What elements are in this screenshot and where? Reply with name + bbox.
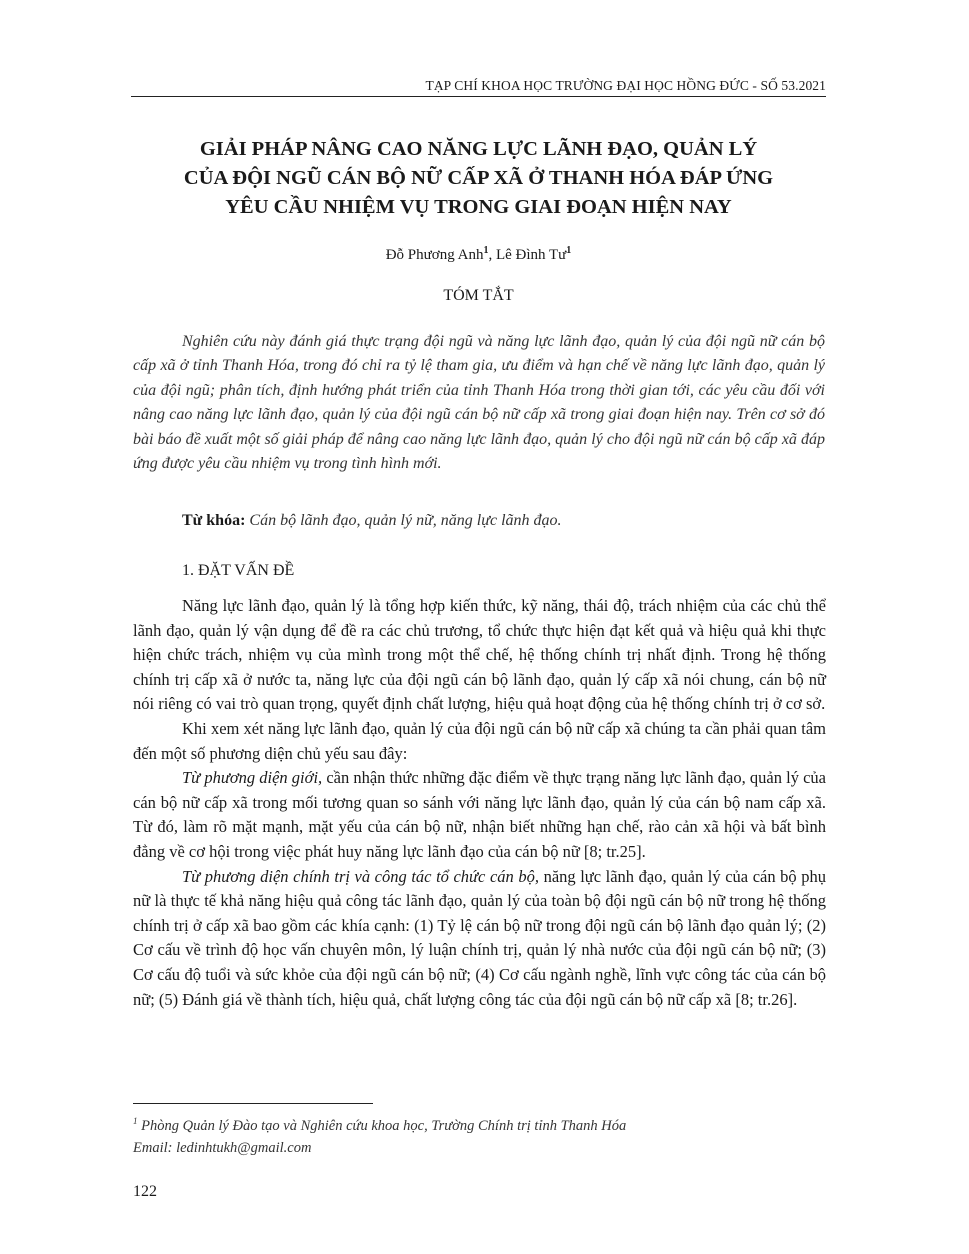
section-heading: 1. ĐẶT VẤN ĐỀ: [182, 562, 295, 579]
section-body: [133, 594, 826, 1012]
paragraph: Năng lực lãnh đạo, quản lý là tổng hợp kiến thức, kỹ năng, thái độ, trách nhiệm của các chủ thể lãnh đạo, quản lý vận dụng để đề ra các chủ trương, tổ chức thực hiện đạt kết quả và hiệu quả khi thực hiện chức trách, nhiệm vụ của mình trong một thể chế, hệ thống chính trị nhất định. Trong hệ thống chính trị cấp xã ở nước ta, năng lực của đội ngũ cán bộ lãnh đạo, quản lý cấp xã nói chung, cán bộ nữ nói riêng có vai trò quan trọng, quyết định chất lượng, hiệu quả hoạt động của hệ thống chính trị ở cơ sở.: [133, 596, 826, 714]
footnote-affiliation: [133, 1110, 626, 1137]
keywords: [182, 512, 822, 530]
keywords-text: Cán bộ lãnh đạo, quản lý nữ, năng lực lãnh đạo.: [249, 512, 562, 529]
author-separator: ,: [488, 247, 496, 263]
article-title: [131, 135, 826, 222]
keywords-label: Từ khóa:: [182, 512, 246, 529]
paragraph-text: cần nhận thức những đặc điểm về thực trạng năng lực lãnh đạo, quản lý của cán bộ nữ cấp xã trong mối tương quan so sánh với năng lực lãnh đạo, quản lý của cán bộ nam cấp xã. Từ đó, làm rõ mặt mạnh, mặt yếu của cán bộ nữ, nhận biết những hạn chế, rào cản xã hội và bất bình đẳng về cơ hội trong việc phát huy năng lực lãnh đạo của cán bộ nữ [8; tr.25].: [133, 768, 826, 861]
footnote-marker: 1: [133, 1116, 138, 1126]
author-affiliation-marker: 1: [483, 245, 489, 256]
running-header: TẠP CHÍ KHOA HỌC TRƯỜNG ĐẠI HỌC HỒNG ĐỨC - SỐ 53.2021: [425, 78, 826, 93]
author-line: [131, 245, 826, 264]
author-affiliation-marker: 1: [566, 245, 572, 256]
footnote-divider: [133, 1103, 373, 1104]
paragraph-lead-italic: Từ phương diện chính trị và công tác tổ chức cán bộ,: [182, 866, 539, 886]
footnote-email: Email: ledinhtukh@gmail.com: [133, 1139, 312, 1156]
paragraph: [133, 865, 826, 1013]
header-divider: [131, 96, 826, 97]
abstract-heading: TÓM TẮT: [443, 287, 514, 304]
abstract-text: Nghiên cứu này đánh giá thực trạng đội ngũ và năng lực lãnh đạo, quản lý của đội ngũ nữ cán bộ cấp xã ở tỉnh Thanh Hóa, trong đó chỉ ra tỷ lệ tham gia, ưu điểm và hạn chế về năng lực lãnh đạo, quản lý của đội ngũ; phân tích, định hướng phát triển của tỉnh Thanh Hóa trong thời gian tới, các yêu cầu đối với nâng cao năng lực lãnh đạo, quản lý của đội ngũ cán bộ nữ cấp xã trong giai đoạn hiện nay. Trên cơ sở đó bài báo đề xuất một số giải pháp để nâng cao năng lực lãnh đạo, quản lý cho đội ngũ nữ cán bộ cấp xã đáp ứng được yêu cầu nhiệm vụ trong tình hình mới.: [133, 333, 825, 473]
title-line: CỦA ĐỘI NGŨ CÁN BỘ NỮ CẤP XÃ Ở THANH HÓA ĐÁP ỨNG: [183, 167, 774, 189]
title-line: GIẢI PHÁP NÂNG CAO NĂNG LỰC LÃNH ĐẠO, QUẢN LÝ: [199, 138, 758, 160]
paragraph-text: năng lực lãnh đạo, quản lý của cán bộ phụ nữ là thực tế khả năng hiệu quả công tác lãnh đạo, quản lý của toàn bộ đội ngũ cán bộ nữ trong hệ thống chính trị ở cấp xã bao gồm các khía cạnh: (1) Tỷ lệ cán bộ nữ trong đội ngũ cán bộ lãnh đạo quản lý; (2) Cơ cấu về trình độ học vấn chuyên môn, lý luận chính trị, quản lý nhà nước của đội ngũ cán bộ nữ; (3) Cơ cấu độ tuổi và sức khỏe của đội ngũ cán bộ nữ; (4) Cơ cấu ngành nghề, lĩnh vực công tác của cán bộ nữ; (5) Đánh giá về thành tích, hiệu quả, chất lượng công tác của đội ngũ cán bộ nữ cấp xã [8; tr.26].: [133, 866, 826, 1009]
paragraph-lead-italic: Từ phương diện giới,: [182, 768, 323, 788]
author-name: Lê Đình Tư: [495, 247, 567, 263]
page-number: 122: [133, 1183, 157, 1200]
footnote: [133, 1110, 626, 1159]
title-line: YÊU CẦU NHIỆM VỤ TRONG GIAI ĐOẠN HIỆN NAY: [225, 196, 732, 218]
footnote-affiliation-text: Phòng Quản lý Đào tạo và Nghiên cứu khoa học, Trường Chính trị tỉnh Thanh Hóa: [141, 1117, 627, 1134]
paragraph: [133, 766, 826, 864]
paragraph: Khi xem xét năng lực lãnh đạo, quản lý của đội ngũ cán bộ nữ cấp xã chúng ta cần phải quan tâm đến một số phương diện chủ yếu sau đây:: [133, 718, 826, 763]
author-name: Đỗ Phương Anh: [385, 247, 484, 263]
